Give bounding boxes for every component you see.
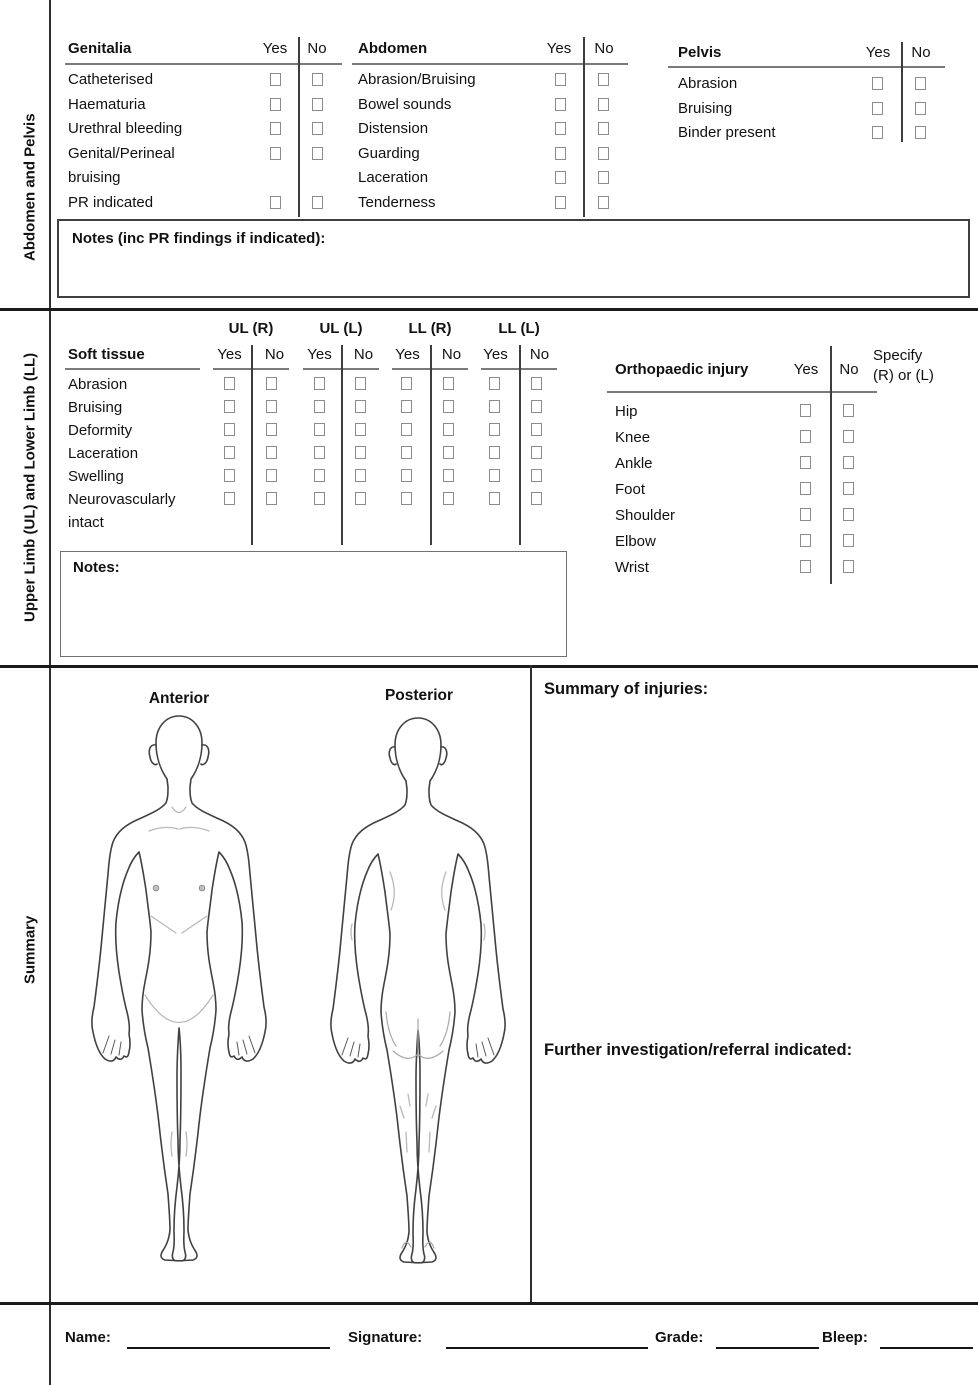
row-label: Bowel sounds <box>358 95 452 113</box>
section-divider <box>0 308 978 311</box>
row-label: Shoulder <box>615 507 676 524</box>
row-label: Urethral bleeding <box>68 120 183 137</box>
checkbox-ul-r-no[interactable] <box>266 492 277 505</box>
checkbox-ul-r-yes[interactable] <box>224 492 235 505</box>
row-label: Genital/Perineal bruising <box>68 144 175 186</box>
orthopaedic-title: Orthopaedic injury <box>615 361 749 378</box>
yes-column-header: Yes <box>865 44 891 61</box>
checkbox-ll-r-no[interactable] <box>443 377 454 390</box>
checkbox-ll-l-yes[interactable] <box>489 400 500 413</box>
row-label: PR indicated <box>68 193 154 211</box>
genitalia-rows <box>68 68 340 215</box>
checkbox-ul-l-yes[interactable] <box>314 469 325 482</box>
checkbox-ll-r-no[interactable] <box>443 492 454 505</box>
checkbox-ul-r-no[interactable] <box>266 423 277 436</box>
abdomen-row <box>358 117 628 142</box>
name-label: Name: <box>65 1329 111 1346</box>
specify-column-header: Specify (R) or (L) <box>873 347 934 384</box>
checkbox-ul-r-no[interactable] <box>266 400 277 413</box>
checkbox-yes[interactable] <box>800 430 811 443</box>
orthopaedic-row <box>615 399 955 425</box>
checkbox-ll-l-no[interactable] <box>531 423 542 436</box>
row-label: Guarding <box>358 144 420 162</box>
checkbox-ll-l-yes[interactable] <box>489 423 500 436</box>
checkbox-no[interactable] <box>915 77 926 90</box>
checkbox-ul-l-no[interactable] <box>355 446 366 459</box>
checkbox-yes[interactable] <box>872 102 883 115</box>
yes-column-header: Yes <box>546 40 572 57</box>
no-column-header: No <box>839 361 859 378</box>
abdomen-pelvis-notes-area[interactable] <box>57 219 970 298</box>
checkbox-no[interactable] <box>843 404 854 417</box>
checkbox-yes[interactable] <box>270 147 281 160</box>
no-column-header: No <box>911 44 931 61</box>
row-label: Ankle <box>615 455 653 472</box>
grade-input-line[interactable] <box>716 1347 819 1349</box>
checkbox-ul-l-no[interactable] <box>355 492 366 505</box>
checkbox-no[interactable] <box>598 73 609 86</box>
yes-column-header: Yes <box>217 346 242 363</box>
checkbox-no[interactable] <box>312 73 323 86</box>
checkbox-ll-l-no[interactable] <box>531 492 542 505</box>
orthopaedic-row <box>615 477 955 503</box>
posterior-body-diagram <box>330 714 506 1270</box>
checkbox-yes[interactable] <box>270 196 281 209</box>
checkbox-ll-r-no[interactable] <box>443 469 454 482</box>
row-label: Binder present <box>678 124 776 141</box>
bleep-input-line[interactable] <box>880 1347 973 1349</box>
checkbox-ll-l-yes[interactable] <box>489 469 500 482</box>
checkbox-yes[interactable] <box>270 122 281 135</box>
checkbox-yes[interactable] <box>800 482 811 495</box>
soft-tissue-title: Soft tissue <box>68 346 145 363</box>
yes-column-header: Yes <box>483 346 508 363</box>
checkbox-no[interactable] <box>598 98 609 111</box>
checkbox-no[interactable] <box>598 122 609 135</box>
checkbox-ul-l-no[interactable] <box>355 400 366 413</box>
name-input-line[interactable] <box>127 1347 330 1349</box>
checkbox-no[interactable] <box>843 456 854 469</box>
checkbox-ul-l-yes[interactable] <box>314 492 325 505</box>
signature-input-line[interactable] <box>446 1347 648 1349</box>
section-divider <box>0 665 978 668</box>
checkbox-no[interactable] <box>312 196 323 209</box>
soft-tissue-row <box>68 488 560 534</box>
anterior-body-diagram <box>91 712 267 1268</box>
soft-tissue-rows <box>68 373 560 534</box>
checkbox-ul-r-yes[interactable] <box>224 469 235 482</box>
soft-tissue-row <box>68 396 560 419</box>
pelvis-row <box>678 72 943 97</box>
checkbox-ll-r-yes[interactable] <box>401 423 412 436</box>
yes-column-header: Yes <box>395 346 420 363</box>
checkbox-no[interactable] <box>598 147 609 160</box>
row-label: Bruising <box>68 399 123 416</box>
soft-tissue-row <box>68 465 560 488</box>
row-label: Foot <box>615 481 646 498</box>
checkbox-ul-l-yes[interactable] <box>314 446 325 459</box>
header-underline <box>65 63 342 65</box>
checkbox-yes[interactable] <box>800 560 811 573</box>
row-label: Wrist <box>615 559 649 576</box>
summary-of-injuries-area[interactable] <box>544 705 964 1035</box>
pelvis-row <box>678 97 943 122</box>
checkbox-no[interactable] <box>915 102 926 115</box>
checkbox-ul-r-no[interactable] <box>266 446 277 459</box>
checkbox-ul-r-yes[interactable] <box>224 446 235 459</box>
no-column-header: No <box>264 346 285 363</box>
checkbox-no[interactable] <box>312 98 323 111</box>
summary-of-injuries-label: Summary of injuries: <box>544 680 709 698</box>
checkbox-ll-r-yes[interactable] <box>401 446 412 459</box>
orthopaedic-row <box>615 425 955 451</box>
further-investigation-area[interactable] <box>544 1068 964 1298</box>
row-label: Laceration <box>68 445 139 462</box>
no-column-header: No <box>529 346 550 363</box>
genitalia-row <box>68 68 340 93</box>
bleep-label: Bleep: <box>822 1329 868 1346</box>
checkbox-ul-l-no[interactable] <box>355 423 366 436</box>
header-underline <box>65 368 200 370</box>
no-column-header: No <box>353 346 374 363</box>
section-label-limbs: Upper Limb (UL) and Lower Limb (LL) <box>21 352 39 622</box>
row-label: Distension <box>358 120 429 137</box>
checkbox-yes[interactable] <box>555 98 566 111</box>
checkbox-yes[interactable] <box>872 77 883 90</box>
checkbox-no[interactable] <box>843 482 854 495</box>
abdomen-title: Abdomen <box>358 40 428 57</box>
orthopaedic-row <box>615 451 955 477</box>
group-header-ll-r: LL (R) <box>408 320 452 337</box>
orthopaedic-row <box>615 555 955 581</box>
row-label: Hip <box>615 403 638 420</box>
row-label: Catheterised <box>68 71 154 88</box>
row-label: Deformity <box>68 422 133 439</box>
checkbox-ll-l-yes[interactable] <box>489 492 500 505</box>
abdomen-row <box>358 68 628 93</box>
checkbox-no[interactable] <box>915 126 926 139</box>
row-label: Bruising <box>678 99 733 117</box>
orthopaedic-row <box>615 503 955 529</box>
genitalia-row <box>68 142 340 191</box>
section-divider <box>0 1302 978 1305</box>
checkbox-ul-l-yes[interactable] <box>314 377 325 390</box>
checkbox-ul-l-no[interactable] <box>355 469 366 482</box>
checkbox-no[interactable] <box>312 122 323 135</box>
soft-tissue-row <box>68 373 560 396</box>
row-label: Elbow <box>615 533 656 550</box>
checkbox-ul-r-no[interactable] <box>266 469 277 482</box>
checkbox-yes[interactable] <box>555 73 566 86</box>
group-header-ul-r: UL (R) <box>228 320 274 337</box>
checkbox-no[interactable] <box>598 196 609 209</box>
further-investigation-label: Further investigation/referral indicated: <box>544 1041 853 1059</box>
checkbox-yes[interactable] <box>270 73 281 86</box>
group-header-ul-l: UL (L) <box>319 320 363 337</box>
no-column-header: No <box>307 40 327 57</box>
section-label-summary: Summary <box>21 915 39 985</box>
row-label: Haematuria <box>68 95 146 113</box>
row-label: Swelling <box>68 468 124 485</box>
abdomen-row <box>358 166 628 191</box>
checkbox-ll-r-yes[interactable] <box>401 377 412 390</box>
checkbox-yes[interactable] <box>555 122 566 135</box>
checkbox-yes[interactable] <box>555 171 566 184</box>
summary-panel-divider <box>530 665 532 1302</box>
abdomen-row <box>358 191 628 216</box>
checkbox-ll-r-no[interactable] <box>443 446 454 459</box>
checkbox-ll-l-yes[interactable] <box>489 446 500 459</box>
checkbox-ul-l-yes[interactable] <box>314 400 325 413</box>
checkbox-ll-l-no[interactable] <box>531 377 542 390</box>
checkbox-no[interactable] <box>312 147 323 160</box>
checkbox-yes[interactable] <box>800 404 811 417</box>
checkbox-ul-l-no[interactable] <box>355 377 366 390</box>
pelvis-title: Pelvis <box>678 44 722 61</box>
yes-column-header: Yes <box>262 40 288 57</box>
checkbox-ll-r-yes[interactable] <box>401 492 412 505</box>
genitalia-row <box>68 93 340 118</box>
pelvis-rows <box>678 72 943 146</box>
checkbox-ul-l-yes[interactable] <box>314 423 325 436</box>
notes-label: Notes (inc PR findings if indicated): <box>72 230 326 247</box>
anterior-label: Anterior <box>148 690 210 707</box>
genitalia-row <box>68 117 340 142</box>
checkbox-yes[interactable] <box>555 196 566 209</box>
group-header-ll-l: LL (L) <box>498 320 540 337</box>
row-label: Tenderness <box>358 193 436 211</box>
checkbox-no[interactable] <box>843 534 854 547</box>
checkbox-no[interactable] <box>843 508 854 521</box>
grade-label: Grade: <box>655 1329 704 1346</box>
notes-label: Notes: <box>73 559 120 576</box>
checkbox-ll-l-yes[interactable] <box>489 377 500 390</box>
orthopaedic-rows <box>615 399 955 581</box>
yes-column-header: Yes <box>307 346 332 363</box>
section-label-abdomen-pelvis: Abdomen and Pelvis <box>21 113 39 262</box>
checkbox-ul-r-yes[interactable] <box>224 377 235 390</box>
header-underline <box>668 66 945 68</box>
soft-tissue-row <box>68 442 560 465</box>
row-label: Laceration <box>358 169 429 186</box>
checkbox-ll-r-no[interactable] <box>443 423 454 436</box>
checkbox-ll-r-no[interactable] <box>443 400 454 413</box>
checkbox-no[interactable] <box>598 171 609 184</box>
row-label: Knee <box>615 429 651 446</box>
checkbox-yes[interactable] <box>872 126 883 139</box>
no-column-header: No <box>441 346 462 363</box>
row-label: Neurovascularly intact <box>68 491 176 531</box>
checkbox-ll-l-no[interactable] <box>531 400 542 413</box>
checkbox-ul-r-no[interactable] <box>266 377 277 390</box>
posterior-label: Posterior <box>384 687 454 704</box>
checkbox-yes[interactable] <box>270 98 281 111</box>
checkbox-yes[interactable] <box>800 456 811 469</box>
checkbox-ll-r-yes[interactable] <box>401 400 412 413</box>
checkbox-yes[interactable] <box>800 508 811 521</box>
checkbox-ul-r-yes[interactable] <box>224 400 235 413</box>
abdomen-row <box>358 93 628 118</box>
abdomen-row <box>358 142 628 167</box>
genitalia-title: Genitalia <box>68 40 132 57</box>
pelvis-row <box>678 121 943 146</box>
checkbox-ll-l-no[interactable] <box>531 446 542 459</box>
checkbox-no[interactable] <box>843 560 854 573</box>
yes-column-header: Yes <box>793 361 819 378</box>
no-column-header: No <box>594 40 614 57</box>
row-label: Abrasion <box>678 75 738 92</box>
abdomen-rows <box>358 68 628 215</box>
signature-label: Signature: <box>348 1329 423 1346</box>
header-underline <box>352 63 628 65</box>
checkbox-ll-r-yes[interactable] <box>401 469 412 482</box>
row-label: Abrasion/Bruising <box>358 71 476 88</box>
orthopaedic-row <box>615 529 955 555</box>
checkbox-ul-r-yes[interactable] <box>224 423 235 436</box>
row-label: Abrasion <box>68 376 128 393</box>
checkbox-yes[interactable] <box>555 147 566 160</box>
limbs-notes-area[interactable] <box>60 551 567 657</box>
header-underline <box>607 391 877 393</box>
checkbox-ll-l-no[interactable] <box>531 469 542 482</box>
checkbox-yes[interactable] <box>800 534 811 547</box>
left-rule <box>49 0 51 1385</box>
soft-tissue-row <box>68 419 560 442</box>
genitalia-row <box>68 191 340 216</box>
checkbox-no[interactable] <box>843 430 854 443</box>
